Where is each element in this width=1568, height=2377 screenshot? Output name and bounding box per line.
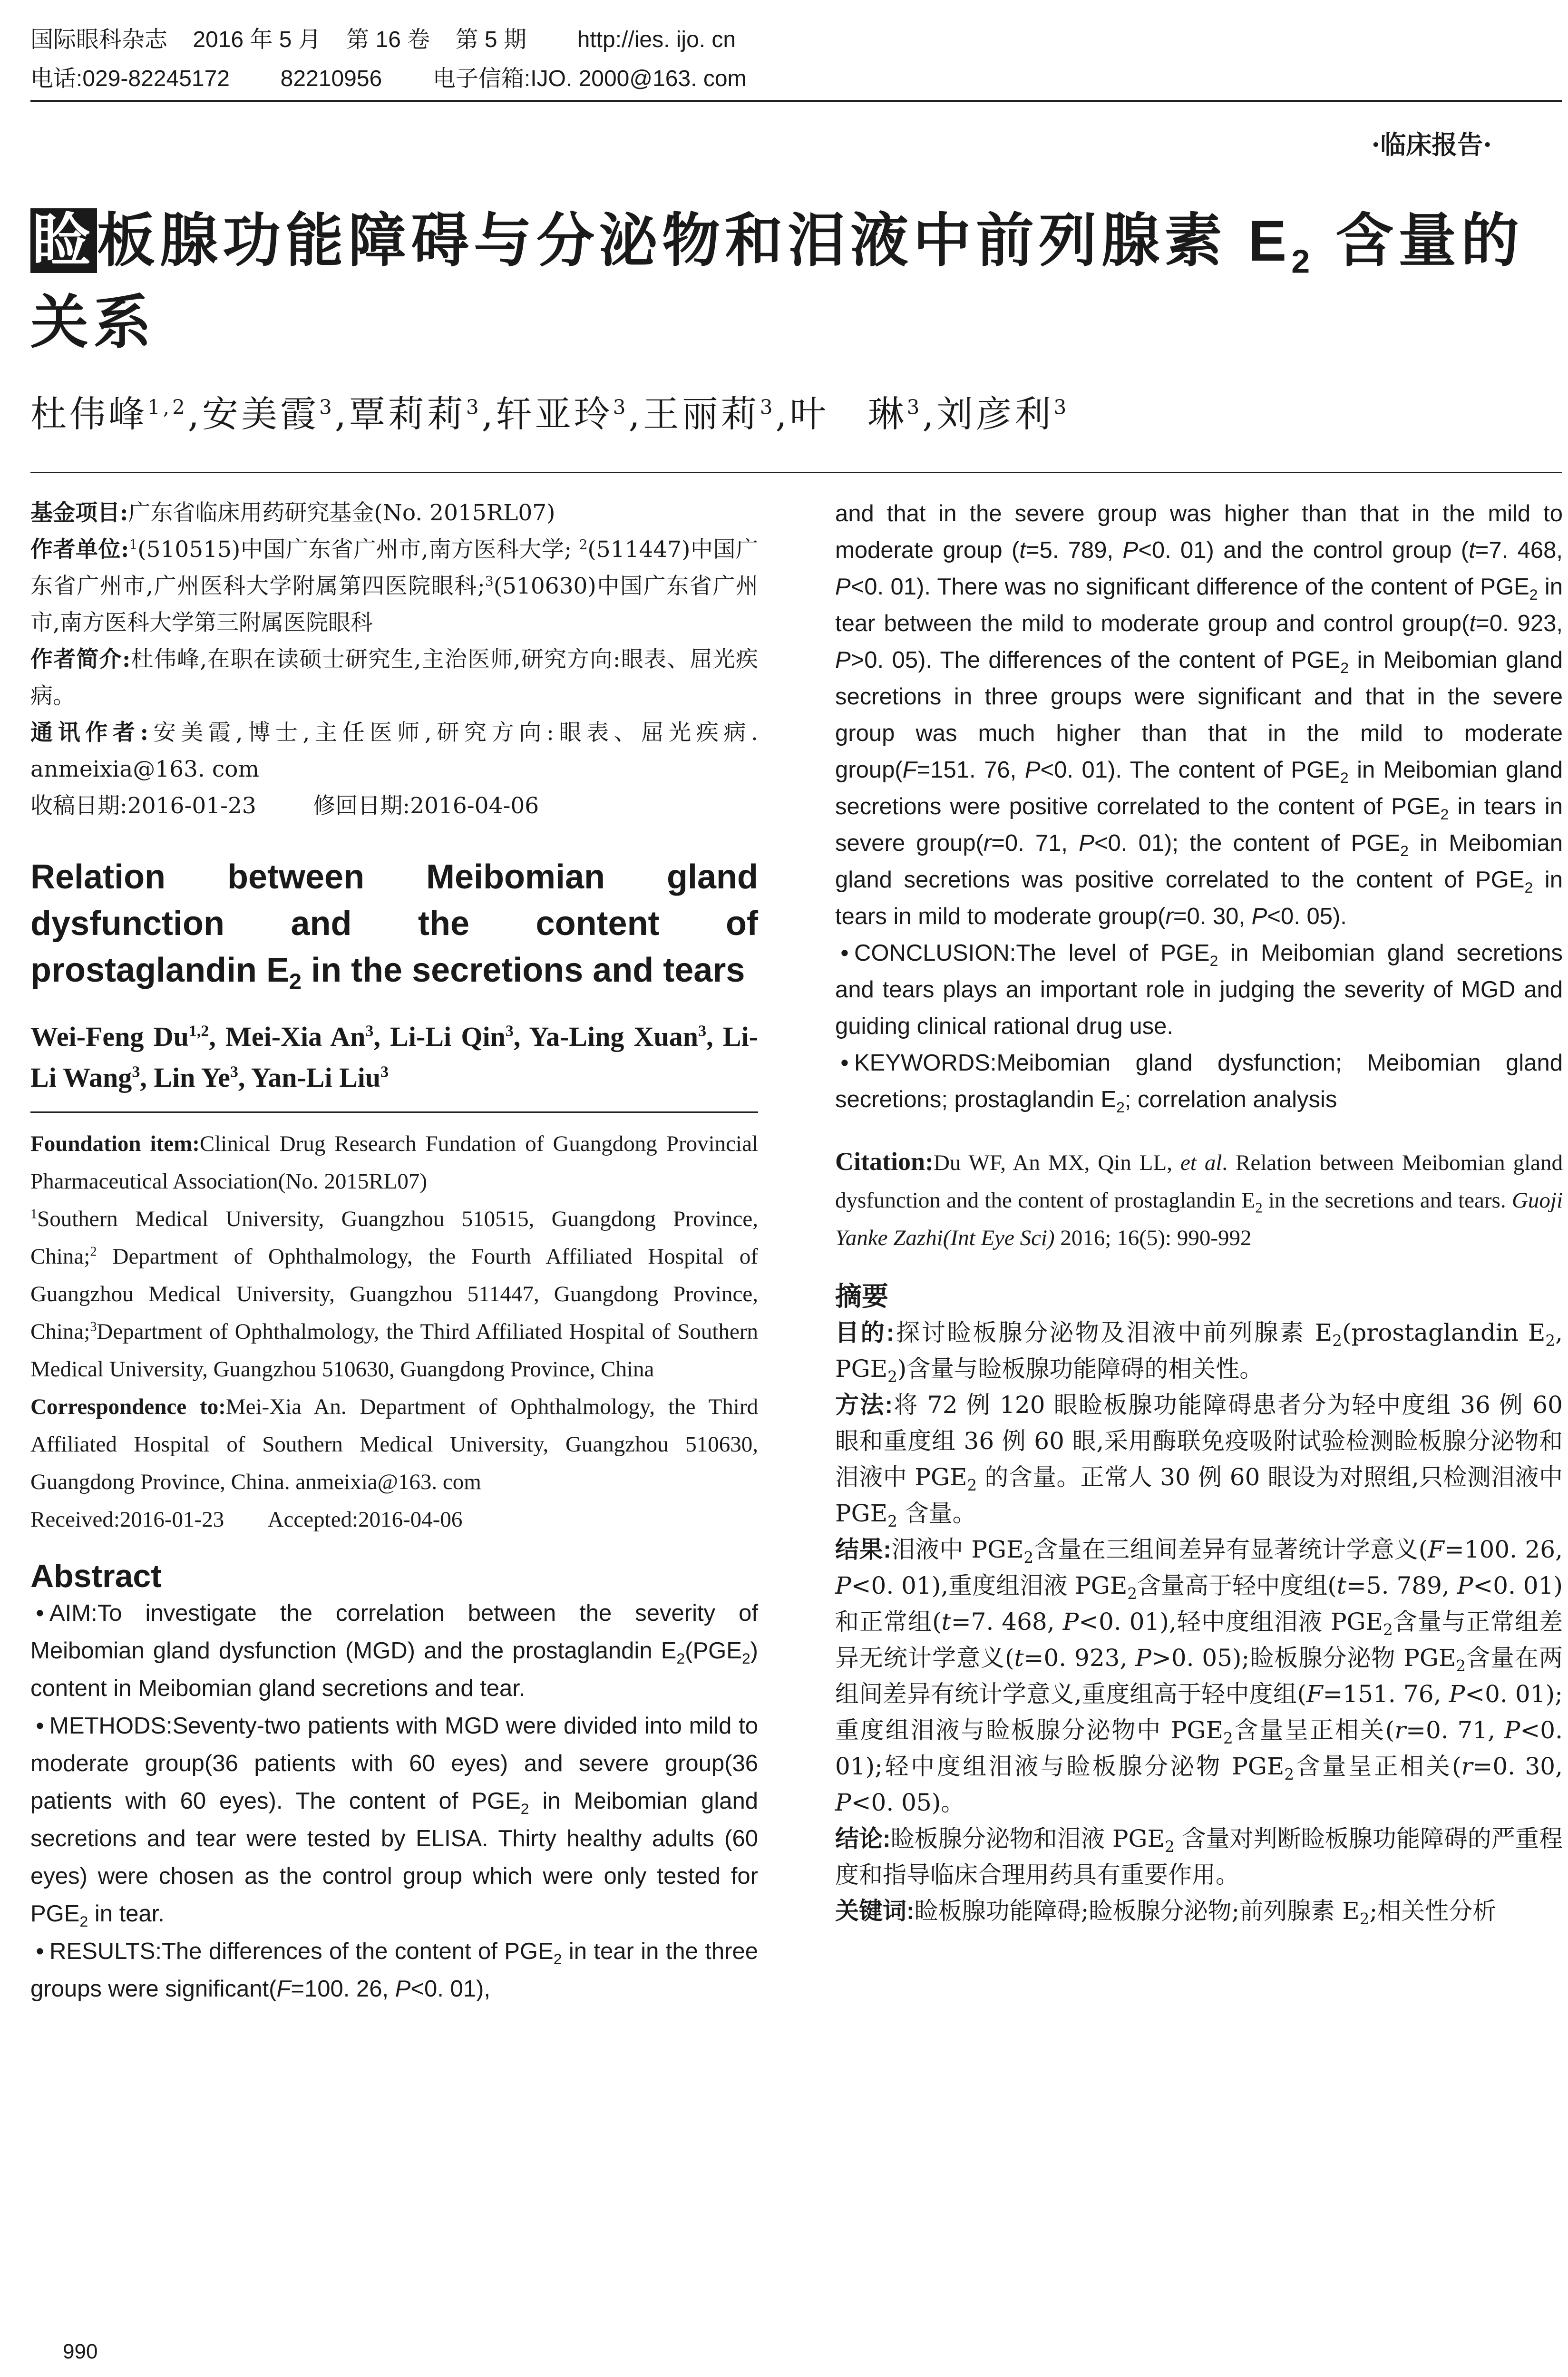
affiliation-en: $^1$Southern Medical University, Guangzhou 510515, Guangdong Province, China;$^2$ Department of Ophthalmology, the Fourth Affiliated Hospital of Guangzhou Medical University, Guangzhou 511447, Guangdong Province, China;$^3$Department of Ophthalmology, the Third Affiliated Hospital of Southern Medical University, Guangzhou 510630, Guangdong Province, China [30,1207,758,1382]
zh-results: 结果:泪液中 $PGE_2$含量在三组间差异有显著统计学意义(F=100. 26, P<0. 01),重度组泪液 $PGE_2$含量高于轻中度组(t=5. 789, P<0. 01)和正常组(t=7. 468, P<0. 01),轻中度组泪液 $PGE_2$含量与正常组差异无统计学意义(t=0. 923, P>0. 05);睑板腺分泌物 $PGE_2$含量在两组间差异有统计学意义,重度组高于轻中度组(F=151. 76, P<0. 01);重度组泪液与睑板腺分泌物中 $PGE_2$含量呈正相关(r=0. 71, P<0. 01);轻中度组泪液与睑板腺分泌物 $PGE_2$含量呈正相关(r=0. 30, P<0. 05)。 [835,1536,1563,1816]
author-cn-sup: 3 [613,395,629,419]
author-cn: 覃莉莉 [349,393,466,435]
author-cn-sup: 3 [760,395,776,419]
author-cn: 杜伟峰 [30,393,147,435]
foundation-cn: 基金项目:广东省临床用药研究基金(No. 2015RL07) [30,500,555,526]
foundation-en: Foundation item:Clinical Drug Research Fundation of Guangdong Provincial Pharmaceutical Association(No. 2015RL07) [30,1131,758,1194]
dates-en: Received:2016-01-23 Accepted:2016-04-06 [30,1507,463,1532]
zh-aim: 目的:探讨睑板腺分泌物及泪液中前列腺素 $E_2(prostaglandin$ $E_2$, $PGE_2$)含量与睑板腺功能障碍的相关性。 [835,1319,1563,1386]
author-cn-sup: 3 [319,395,335,419]
correspondence-cn: 通讯作者:安美霞,博士,主任医师,研究方向:眼表、屈光疾病. anmeixia@163. com [30,720,758,782]
chinese-abstract-heading: 摘要 [835,1281,888,1311]
author-cn: 安美霞 [202,393,319,435]
author-bio-cn: 作者简介:杜伟峰,在职在读硕士研究生,主治医师,研究方向:眼表、屈光疾病。 [30,646,758,709]
authors-en: Wei-Feng Du$^{1,2}$, Mei-Xia An$^3$, Li-Li Qin$^3$, Ya-Ling Xuan$^3$, Li-Li Wang$^3$, Lin Ye$^3$, Yan-Li Liu$^3$ [30,1021,759,1093]
author-cn: 叶 琳 [789,393,907,435]
zh-methods: 方法:将 72 例 120 眼睑板腺功能障碍患者分为轻中度组 36 例 60 眼和重度组 36 例 60 眼,采用酶联免疫吸附试验检测睑板腺分泌物和泪液中 $PGE_2$ 的含量。正常人 30 例 60 眼设为对照组,只检测泪液中 $PGE_2$ 含量。 [835,1391,1563,1530]
right-column [835,496,1563,1929]
title-text-a: 板腺功能障碍与分泌物和泪液中前列腺素 E [97,208,1292,273]
chinese-abstract [835,1315,1563,1929]
zh-conclusion: 结论:睑板腺分泌物和泪液 $PGE_2$ 含量对判断睑板腺功能障碍的严重程度和指导临床合理用药具有重要作用。 [835,1825,1563,1889]
section-tag: ·临床报告· [1371,129,1492,160]
abstract-aim: • AIM:To investigate the correlation between the severity of Meibomian gland dysfunction (MGD) and the prostaglandin $E_2(PGE_2)$ content in Meibomian gland secretions and tear. [30,1600,758,1701]
english-title: Relation between Meibomian gland dysfunction and the content of prostaglandin $E_2$ in the secretions and tears [30,858,758,994]
author-cn-sup: 3 [1053,395,1070,419]
author-cn: 王丽莉 [643,393,760,435]
abstract-en-left [30,1595,758,2008]
authors-rule [30,472,1562,473]
journal-header-line1: 国际眼科杂志 2016 年 5 月 第 16 卷 第 5 期 http://ies. ijo. cn [30,27,736,52]
zh-keywords: 关键词:睑板腺功能障碍;睑板腺分泌物;前列腺素 $E_2$;相关性分析 [835,1897,1497,1928]
title-line2: 关系 [30,290,156,355]
title-sub: 2 [1291,243,1315,280]
abstract-results-start: • RESULTS:The differences of the content of $PGE_2$ in tear in the three groups were significant(F=100. 26, P<0. 01), [30,1939,758,2002]
abstract-keywords: • KEYWORDS:Meibomian gland dysfunction; Meibomian gland secretions; prostaglandin $E_2$; correlation analysis [835,1050,1563,1116]
left-column [30,495,758,2008]
author-cn-sup: 1,2 [147,395,188,419]
abstract-conclusion: • CONCLUSION:The level of $PGE_2$ in Meibomian gland secretions and tears plays an important role in judging the severity of MGD and guiding clinical rational drug use. [835,940,1563,1039]
article-title [30,200,1562,363]
header-rule [30,100,1562,102]
journal-header-line2: 电话:029-82245172 82210956 电子信箱:IJO. 2000@163. com [30,66,747,91]
citation: Citation:Du WF, An MX, Qin LL, et al. Relation between Meibomian gland dysfunction and the content of prostaglandin $E_2$ in the secretions and tears. Guoji Yanke Zazhi(Int Eye Sci) 2016; 16(5): 990-992 [835,1147,1563,1250]
author-cn-sup: 3 [466,395,482,419]
abstract-methods: • METHODS:Seventy-two patients with MGD were divided into mild to moderate group(36 patients with 60 eyes) and severe group(36 patients with 60 eyes). The content of $PGE_2$ in Meibomian gland secretions and tear were tested by ELISA. Thirty healthy adults (60 eyes) were chosen as the control group which were only tested for $PGE_2$ in tear. [30,1713,758,1930]
english-front-matter [30,1125,758,1539]
dates-cn: 收稿日期:2016-01-23 修回日期:2016-04-06 [30,793,539,819]
affiliation-cn: 作者单位:$^1$(510515)中国广东省广州市,南方医科大学; $^2$(511447)中国广东省广州市,广州医科大学附属第四医院眼科;$^3$(510630)中国广东省广州市,南方医科大学第三附属医院眼科 [30,536,758,636]
title-first-char: 睑 [30,208,97,273]
title-text-b: 含量的 [1335,208,1524,273]
abstract-results-cont: and that in the severe group was higher than that in the mild to moderate group (t=5. 789, P<0. 01) and the control group (t=7. 468, P<0. 01). There was no significant difference of the content of $PGE_2$ in tear between the mild to moderate group and control group(t=0. 923, P>0. 05). The differences of the content of $PGE_2$ in Meibomian gland secretions in three groups were significant and that in the severe group was much higher than that in the mild to moderate group(F=151. 76, P<0. 01). The content of $PGE_2$ in Meibomian gland secretions were positive correlated to the content of $PGE_2$ in tears in severe group(r=0. 71, P<0. 01); the content of $PGE_2$ in Meibomian gland secretions was positive correlated to the content of $PGE_2$ in tears in mild to moderate group(r=0. 30, P<0. 05). [835,501,1563,929]
author-cn-sup: 3 [906,395,923,419]
page-number: 990 [63,2340,98,2363]
abstract-heading: Abstract [30,1558,162,1594]
correspondence-en: Correspondence to:Mei-Xia An. Department of Ophthalmology, the Third Affiliated Hospital of Southern Medical University, Guangzhou 510630, Guangdong Province, China. anmeixia@163. com [30,1394,758,1494]
author-cn: 刘彦利 [936,393,1054,435]
author-cn: 轩亚玲 [496,393,613,435]
authors-cn: 杜伟峰$^{1,2}$,安美霞$^3$,覃莉莉$^3$,轩亚玲$^3$,王丽莉$^3$,叶 琳$^3$,刘彦利$^3$ [30,393,1070,435]
